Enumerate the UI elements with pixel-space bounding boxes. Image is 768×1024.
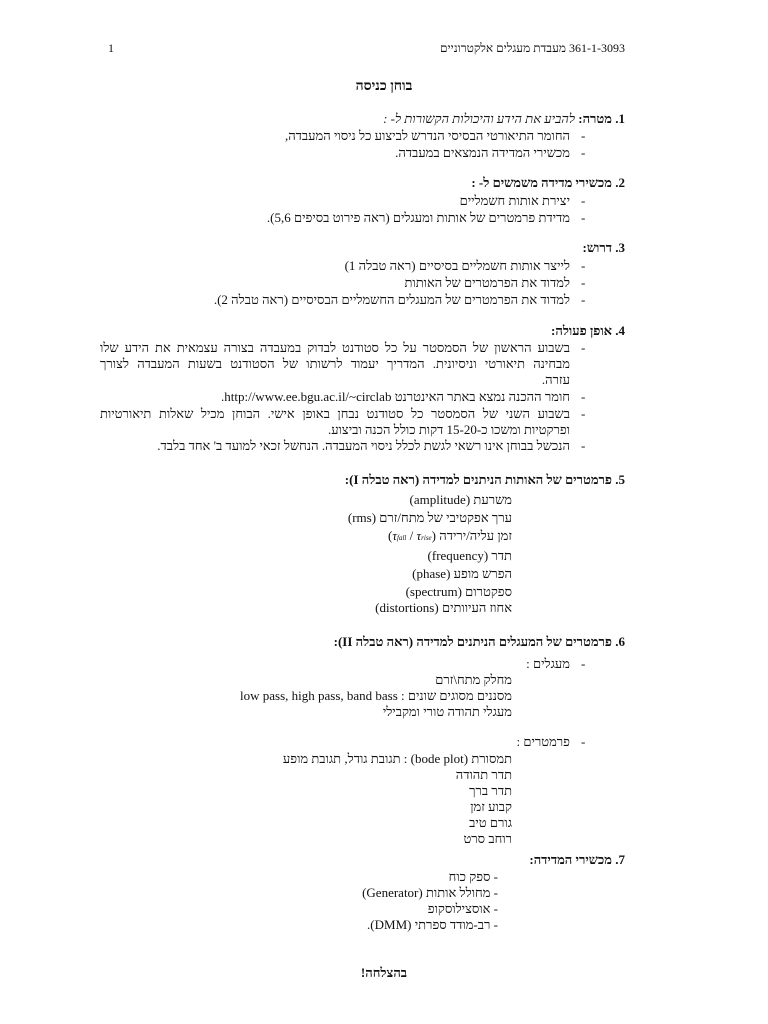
s4-bullet-1-line-2: מבחינה תיאורטי וניסיונית. המדריך יעמוד לרשותו של הסטודנט בשעות המעבדה לצורך (100, 356, 570, 371)
s6-params-label: פרמטרים : (516, 734, 570, 749)
s6-circuits-label: מעגלים : (526, 656, 570, 671)
s2-item-1: יצירת אותות חשמליים (459, 193, 570, 208)
s6-param-corner-freq: תדר ברך (469, 783, 512, 798)
rise-fall-label: זמן עליה/ירידה ( (431, 528, 512, 543)
bullet-dash: - (581, 128, 586, 143)
s5-item-frequency: תדר (frequency) (427, 548, 512, 563)
s1-item-1: החומר התיאורטי הבסיסי הנדרש לביצוע כל ניסוי המעבדה, (284, 128, 570, 143)
bullet-dash: - (581, 406, 586, 421)
section-1-heading (383, 111, 625, 127)
s4-bullet-4: הנכשל בבוחן אינו רשאי לגשת לכלל ניסוי המעבדה. הנחשל זכאי למועד ב' אחד בלבד. (157, 438, 570, 453)
bullet-dash: - (581, 734, 586, 749)
s3-item-2: למדוד את הפרמטרים של האותות (404, 275, 570, 290)
s7-item-generator: - מחולל אותות (Generator) (362, 885, 498, 900)
s6-circuit-filters: מסננים מסוגים שונים : low pass, high pass, band bass (239, 688, 512, 703)
course-title: 361-1-3093 מעבדת מעגלים אלקטרוניים (439, 41, 625, 55)
section-2-heading: 2. מכשירי מדידה משמשים ל- : (471, 175, 625, 190)
tau-rise-sub: rise (421, 534, 432, 542)
s5-item-rise-fall (388, 528, 512, 546)
s6-circuit-divider: מחלק מתח\זרם (435, 672, 512, 687)
tau-close: ) (388, 528, 393, 543)
s6-param-bandwidth: רוחב סרט (463, 831, 512, 846)
bullet-dash: - (581, 292, 586, 307)
bullet-dash: - (581, 145, 586, 160)
s5-item-phase: הפרש מופע (phase) (412, 566, 512, 581)
s5-item-spectrum: ספקטרום (spectrum) (405, 584, 512, 599)
s3-item-1: לייצר אותות חשמליים בסיסיים (ראה טבלה 1) (344, 258, 570, 273)
s5-item-rms: ערך אפקטיבי של מתח/זרם (rms) (347, 510, 512, 525)
s4-bullet-3-line-2: ופרקטיות ומשכו כ-15-20 דקות כולל הכנה וביצוע. (327, 422, 570, 437)
section-5-heading: 5. פרמטרים של האותות הניתנים למדידה (ראה טבלה I): (344, 472, 625, 487)
s6-param-bode: תמסורת (bode plot) : תגובת גודל, תגובת מופע (282, 751, 512, 766)
tau-expression (392, 528, 431, 543)
bullet-dash: - (581, 340, 586, 355)
s6-param-time-constant: קבוע זמן (470, 799, 512, 814)
bullet-dash: - (581, 258, 586, 273)
s6-param-resonance-freq: תדר תהודה (455, 767, 512, 782)
s7-item-dmm: - רב-מודד ספרתי (DMM). (367, 917, 498, 932)
s3-item-3: למדוד את הפרמטרים של המעגלים החשמליים הבסיסיים (ראה טבלה 2). (213, 292, 570, 307)
bullet-dash: - (581, 275, 586, 290)
section-7-heading: 7. מכשירי המדידה: (529, 852, 625, 867)
s7-item-oscilloscope: - אוסצילוסקופ (427, 901, 498, 916)
s2-item-2: מדידת פרמטרים של אותות ומעגלים (ראה פירוט בסיפים 5,6). (266, 210, 570, 225)
s7-item-power-supply: - ספק כוח (448, 869, 498, 884)
section-1-desc: להביע את הידע והיכולות הקשורות ל- : (383, 111, 575, 126)
s4-bullet-3-line-1: בשבוע השני של הסמסטר כל סטודנט נבחן באופן אישי. הבוחן מכיל שאלות תיאורטיות (100, 406, 570, 421)
bullet-dash: - (581, 389, 586, 404)
good-luck-text: בהצלחה! (360, 965, 408, 980)
tau-symbol: τ (392, 528, 398, 543)
s1-item-2: מכשירי המדידה הנמצאים במעבדה. (395, 145, 570, 160)
tau-separator: / (409, 528, 414, 543)
s4-bullet-2: חומר ההכנה נמצא באתר האינטרנט http://www.ee.bgu.ac.il/~circlab. (221, 389, 570, 404)
page-number: 1 (108, 41, 114, 55)
bullet-dash: - (581, 438, 586, 453)
section-6-heading: 6. פרמטרים של המעגלים הניתנים למדידה (ראה טבלה II): (333, 634, 625, 649)
bullet-dash: - (581, 210, 586, 225)
s5-item-distortions: אחוז העיוותים (distortions) (375, 600, 512, 615)
s6-circuit-resonance: מעגלי תהודה טורי ומקבילי (382, 704, 512, 719)
tau-symbol: τ (416, 528, 422, 543)
tau-fall-sub: fall (397, 534, 407, 542)
s4-bullet-1-line-1: בשבוע הראשון של הסמסטר על כל סטודנט לבדוק במעבדה בצורה עצמאית את הידע שלו (100, 340, 570, 355)
section-1-label: מטרה: (578, 111, 612, 126)
section-1-num: 1. (615, 111, 625, 126)
section-4-heading: 4. אופן פעולה: (551, 323, 625, 338)
bullet-dash: - (581, 656, 586, 671)
section-3-heading: 3. דרוש: (582, 240, 625, 255)
s6-param-quality-factor: גורם טיב (469, 815, 512, 830)
page-title: בוחן כניסה (355, 79, 413, 94)
s5-item-amplitude: משרעת (amplitude) (409, 492, 512, 507)
s4-bullet-1-line-3: עזרה. (541, 372, 570, 387)
bullet-dash: - (581, 193, 586, 208)
